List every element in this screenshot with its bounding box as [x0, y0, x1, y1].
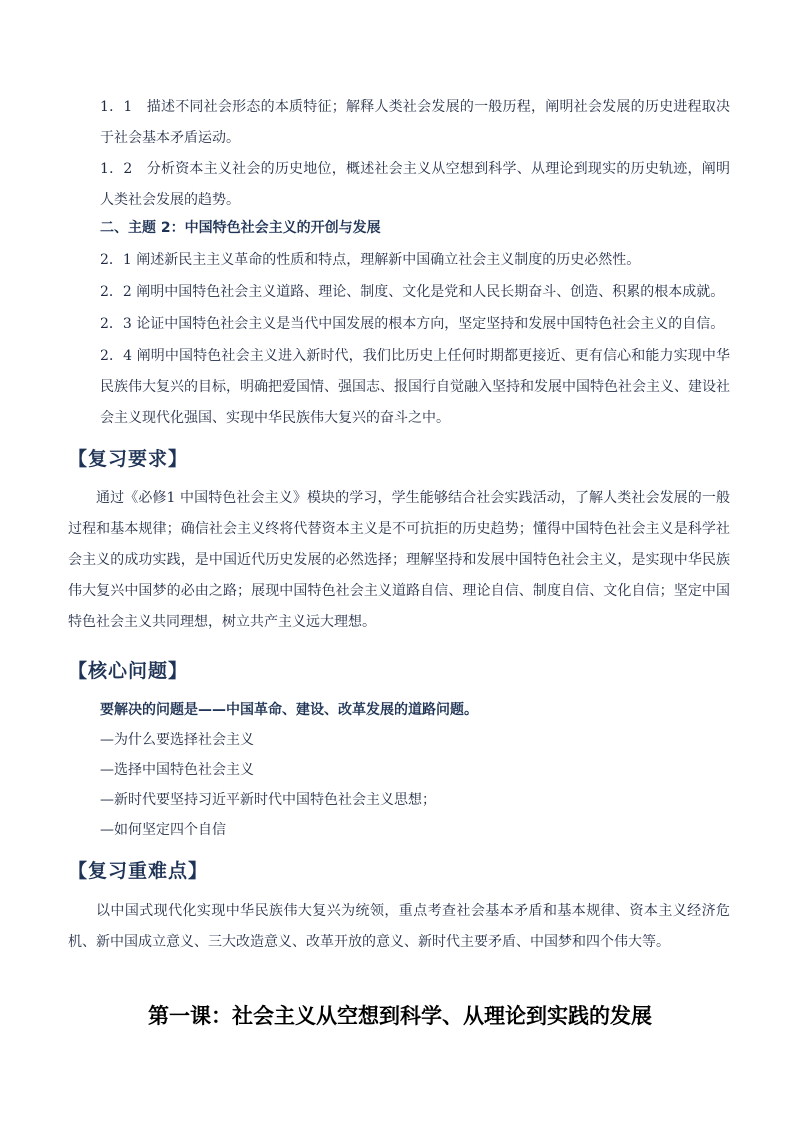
- theme-2-heading: 二、主题 2：中国特色社会主义的开创与发展: [100, 220, 381, 236]
- objective-2-4: 2．4 阐明中国特色社会主义进入新时代，我们比历史上任何时期都更接近、更有信心和能力实现中华民族伟大复兴的目标，明确把爱国情、强国志、报国行自觉融入坚持和发展中国特色社会主义、建设社会主义现代化强国、实现中华民族伟大复兴的奋斗之中。: [100, 348, 730, 426]
- objective-2-1: 2．1 阐述新民主主义革命的性质和特点，理解新中国确立社会主义制度的历史必然性。: [100, 252, 641, 268]
- review-requirements-heading: 【复习要求】: [68, 448, 189, 470]
- key-points-body: 以中国式现代化实现中华民族伟大复兴为统领，重点考查社会基本矛盾和基本规律、资本主义经济危机、新中国成立意义、三大改造意义、改革开放的意义、新时代主要矛盾、中国梦和四个伟大等。: [68, 903, 730, 950]
- objective-1-2: 1．2 分析资本主义社会的历史地位，概述社会主义从空想到科学、从理论到现实的历史轨迹，阐明人类社会发展的趋势。: [100, 161, 730, 208]
- review-requirements-body: 通过《必修1 中国特色社会主义》模块的学习，学生能够结合社会实践活动，了解人类社会发展的一般过程和基本规律；确信社会主义终将代替资本主义是不可抗拒的历史趋势；懂得中国特色社会主义是科学社会主义的成功实践，是中国近代历史发展的必然选择；理解坚持和发展中国特色社会主义，是实现中华民族伟大复兴中国梦的必由之路；展现中国特色社会主义道路自信、理论自信、制度自信、文化自信；坚定中国特色社会主义共同理想，树立共产主义远大理想。: [68, 490, 730, 630]
- core-issue-item: —新时代要坚持习近平新时代中国特色社会主义思想；: [100, 792, 436, 808]
- core-issue-item: —选择中国特色社会主义: [100, 762, 254, 778]
- objective-2-3: 2．3 论证中国特色社会主义是当代中国发展的根本方向，坚定坚持和发展中国特色社会主义的自信。: [100, 316, 725, 332]
- objective-1-1: 1．1 描述不同社会形态的本质特征；解释人类社会发展的一般历程，阐明社会发展的历史进程取决于社会基本矛盾运动。: [100, 99, 730, 146]
- core-issues-heading: 【核心问题】: [68, 660, 189, 682]
- core-issue-item: —如何坚定四个自信: [100, 822, 226, 838]
- core-issues-lead: 要解决的问题是——中国革命、建设、改革发展的道路问题。: [100, 702, 478, 718]
- lesson-title: 第一课：社会主义从空想到科学、从理论到实践的发展: [148, 1003, 652, 1028]
- core-issue-item: —为什么要选择社会主义: [100, 732, 254, 748]
- key-points-heading: 【复习重难点】: [68, 860, 209, 882]
- objective-2-2: 2．2 阐明中国特色社会主义道路、理论、制度、文化是党和人民长期奋斗、创造、积累的根本成就。: [100, 284, 725, 300]
